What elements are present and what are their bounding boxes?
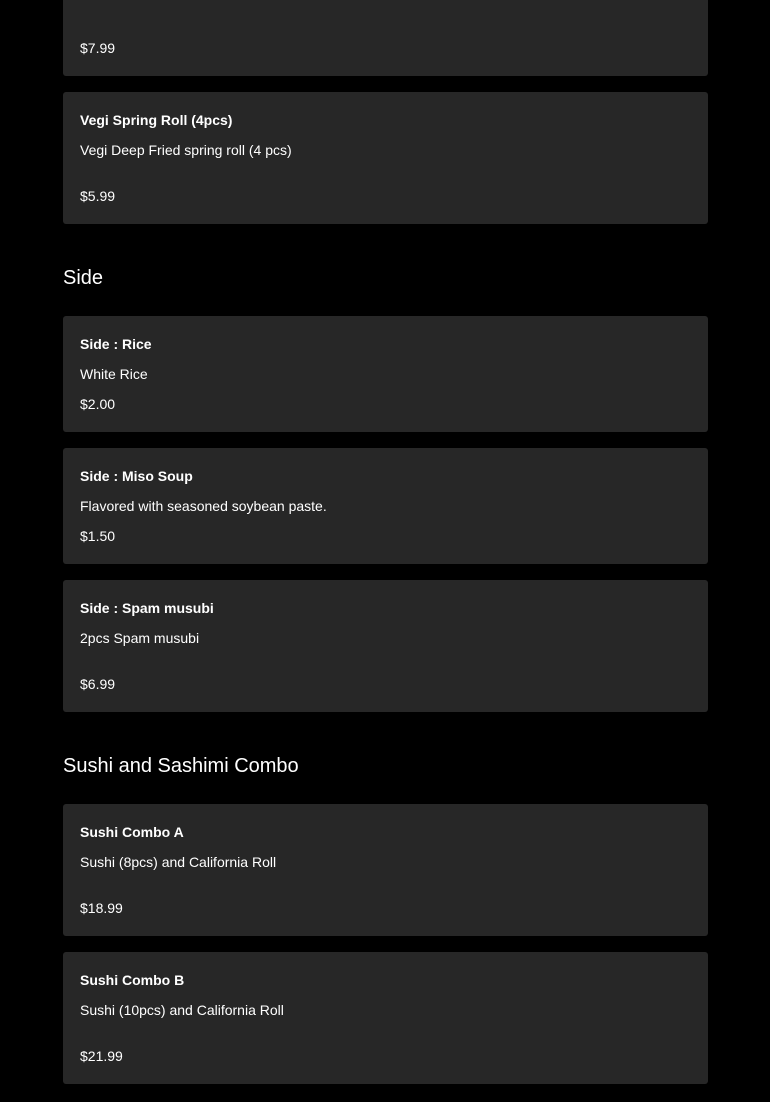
item-description: Flavored with seasoned soybean paste. <box>80 498 327 514</box>
menu-item-card[interactable] <box>63 0 708 76</box>
item-price: $1.50 <box>80 528 116 544</box>
item-price: $2.00 <box>80 396 116 412</box>
item-description: Sushi (8pcs) and California Roll <box>80 854 277 870</box>
item-description: White Rice <box>80 366 148 382</box>
item-price: $7.99 <box>80 40 116 56</box>
item-price: $5.99 <box>80 188 116 204</box>
menu-item-card[interactable] <box>63 952 708 1084</box>
menu-item-card[interactable] <box>63 580 708 712</box>
menu-item-card[interactable] <box>63 804 708 936</box>
item-name: Side : Miso Soup <box>80 468 193 484</box>
item-name: Sushi Combo A <box>80 824 184 840</box>
item-price: $21.99 <box>80 1048 123 1064</box>
item-name: Vegi Spring Roll (4pcs) <box>80 112 233 128</box>
menu-item-card[interactable] <box>63 316 708 432</box>
item-description: Sushi (10pcs) and California Roll <box>80 1002 284 1018</box>
menu-item-card[interactable] <box>63 92 708 224</box>
section-title: Sushi and Sashimi Combo <box>63 755 299 777</box>
item-name: Side : Spam musubi <box>80 600 214 616</box>
item-description: Vegi Deep Fried spring roll (4 pcs) <box>80 142 292 158</box>
item-description: 2pcs Spam musubi <box>80 630 200 646</box>
menu-item-card[interactable] <box>63 448 708 564</box>
item-name: Sushi Combo B <box>80 972 185 988</box>
item-price: $6.99 <box>80 676 116 692</box>
section-title: Side <box>63 267 104 289</box>
item-price: $18.99 <box>80 900 123 916</box>
item-name: Side : Rice <box>80 336 152 352</box>
